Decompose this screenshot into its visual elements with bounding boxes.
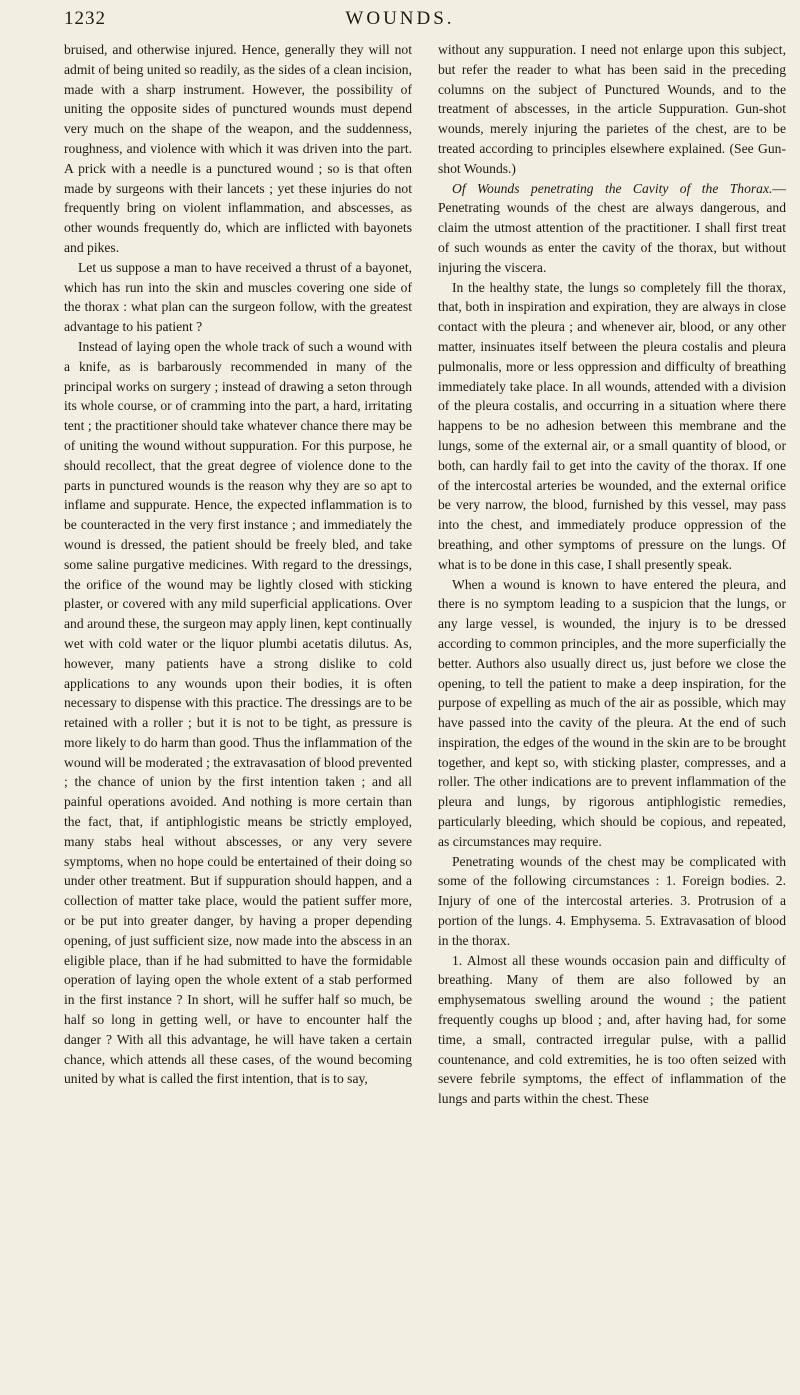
left-paragraph: Let us suppose a man to have received a thrust of a bayonet, which has run into the skin and muscles covering one side of the thorax : what plan can the surgeon follow, with the greatest advantage to his patient ? [64, 259, 412, 335]
right-column [438, 40, 786, 1109]
running-head [0, 8, 800, 34]
left-paragraph: bruised, and otherwise injured. Hence, generally they will not admit of being united so readily, as the sides of a clean incision, made with a sharp instrument. However, the possibility of uniting the opposite sides of punctured wounds must depend very much on the shape of the weapon, and the suddenness, roughness, and violence with which it was driven into the part. A prick with a needle is a punctured wound ; so is that often made by surgeons with their lancets ; yet these injuries do not frequently bring on violent inflammation, and abscesses, as other wounds frequently do, which are inflicted with bayonets and pikes. [64, 42, 412, 255]
page-number: 1232 [64, 8, 106, 29]
right-paragraph: 1. Almost all these wounds occasion pain and difficulty of breathing. Many of them are also followed by an emphysematous swelling around the wound ; the patient frequently coughs up blood ; and, after having had, for some time, a small, contracted irregular pulse, with a pallid countenance, and cold extremities, he is too often seized with severe febrile symptoms, the effect of inflammation of the lungs and parts within the chest. These [438, 952, 786, 1107]
text-columns [64, 40, 786, 1109]
left-paragraph: Instead of laying open the whole track of such a wound with a knife, as is barbarously recommended in many of the principal works on surgery ; instead of drawing a seton through its whole course, or of cramming into the part, a hard, irritating tent ; the practitioner should take whatever chance there may be of uniting the wound without suppuration. For this purpose, he should recollect, that the great degree of violence done to the parts in punctured wounds is the reason why they are so apt to inflame and suppurate. Hence, the expected inflammation is to be counteracted in the very first instance ; and immediately the wound is dressed, the patient should be freely bled, and take some saline purgative medicines. With regard to the dressings, the orifice of the wound may be lightly closed with sticking plaster, or covered with any mild superficial applications. Over and around these, the surgeon may apply linen, kept continually wet with cold water or the liquor plumbi acetatis dilutus. As, however, many patients have a strong dislike to cold applications to any wounds upon their bodies, it is often necessary to dispense with this practice. The dressings are to be retained with a roller ; but it is not to be tight, as pressure is more likely to do harm than good. Thus the inflammation of the wound will be moderated ; the extravasation of blood prevented ; the chance of union by the first intention taken ; and all painful operations avoided. And nothing is more certain than the fact, that, if antiphlogistic means be strictly employed, many stabs heal without abscesses, or any very severe symptoms, when no hope could be entertained of their doing so under other treatment. But if suppuration should happen, and a collection of matter take place, would the patient suffer more, or be put into greater danger, by having a proper depending opening, of just sufficient size, now made into the abscess in an eligible place, than if he had submitted to have the formidable operation of laying open the whole extent of a stab performed in the first instance ? In short, will he suffer half so much, be half so long in getting well, or have to encounter half the danger ? With all this advantage, he will have taken a certain chance, which attends all these cases, of the wound becoming united by what is called the first intention, that is to say, [64, 338, 412, 1087]
section-heading: Of Wounds penetrating the Cavity of the Thorax. [452, 180, 773, 196]
right-paragraph: When a wound is known to have entered the pleura, and there is no symptom leading to a suspicion that the lungs, or any large vessel, is wounded, the injury is to be dressed according to common principles, and the more superficially the better. Authors also usually direct us, just before we close the opening, to tell the patient to make a deep inspiration, for the purpose of expelling as much of the air as possible, which may have passed into the cavity of the pleura. At the end of such inspiration, the edges of the wound in the skin are to be brought together, and kept so, with sticking plaster, compresses, and a roller. The other indications are to prevent inflammation of the pleura and lungs, by rigorous antiphlogistic remedies, particularly bleeding, which should be copious, and repeated, as circumstances may require. [438, 576, 786, 849]
left-column [64, 40, 412, 1109]
right-paragraph: In the healthy state, the lungs so completely fill the thorax, that, both in inspiration and expiration, they are always in close contact with the pleura ; and whenever air, blood, or any other matter, insinuates itself between the pleura costalis and pleura pulmonalis, more or less oppression and difficulty of breathing immediately take place. In all wounds, attended with a division of the pleura costalis, and occurring in a situation where there happens to be no adhesion between this membrane and the lungs, some of the external air, or a small quantity of blood, or both, can hardly fail to get into the cavity of the thorax. If one of the intercostal arteries be wounded, and the external orifice be very narrow, the blood, furnished by this vessel, may pass into the chest, and immediately produce oppression of the breathing, and other symptoms of pressure on the lungs. Of what is to be done in this case, I shall presently speak. [438, 279, 786, 572]
section-intro: —Penetrating wounds of the chest are always dangerous, and claim the utmost attention of the practitioner. I shall first treat of such wounds as enter the cavity of the thorax, but without injuring the viscera. [438, 180, 786, 275]
right-paragraph: Penetrating wounds of the chest may be complicated with some of the following circumstances : 1. Foreign bodies. 2. Injury of one of the intercostal arteries. 3. Protrusion of a portion of the lungs. 4. Emphysema. 5. Extravasation of blood in the thorax. [438, 853, 786, 948]
right-paragraph: without any suppuration. I need not enlarge upon this subject, but refer the reader to what has been said in the preceding columns on the subject of Punctured Wounds, and to the treatment of abscesses, in the article Suppuration. Gun-shot wounds, merely injuring the parietes of the chest, are to be treated according to principles elsewhere explained. (See Gun-shot Wounds.) [438, 42, 786, 176]
page-title: WOUNDS. [345, 8, 455, 29]
section-paragraph [438, 179, 786, 278]
